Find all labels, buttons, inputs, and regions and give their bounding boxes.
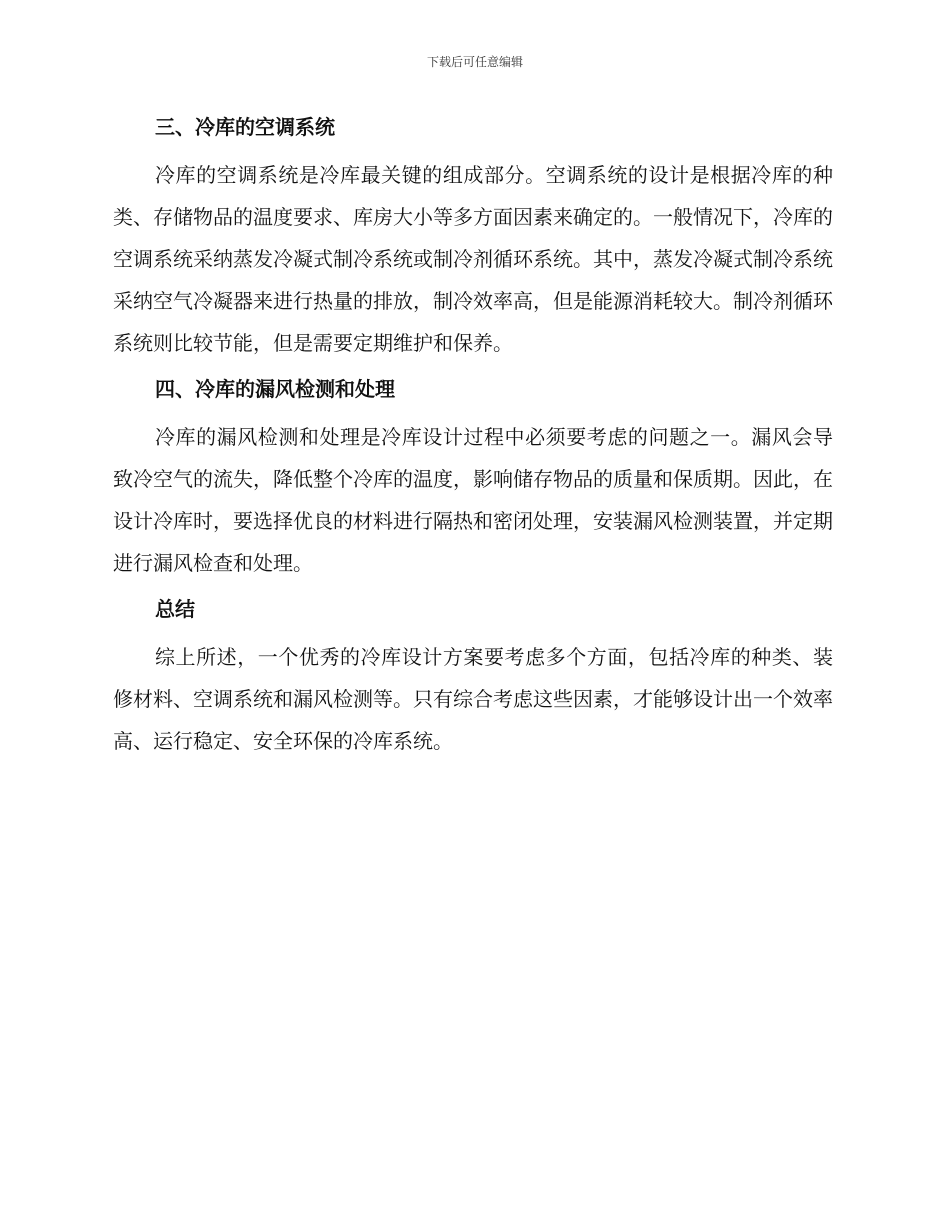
- section-air-leak-detection: [113, 374, 833, 584]
- document-body: [113, 112, 833, 772]
- page-header: 下载后可任意编辑: [426, 55, 523, 69]
- section-paragraph: 冷库的空调系统是冷库最关键的组成部分。空调系统的设计是根据冷库的种类、存储物品的温度要求、库房大小等多方面因素来确定的。一般情况下，冷库的空调系统采纳蒸发冷凝式制冷系统或制冷剂循环系统。其中，蒸发冷凝式制冷系统采纳空气冷凝器来进行热量的排放，制冷效率高，但是能源消耗较大。制冷剂循环系统则比较节能，但是需要定期维护和保养。: [113, 163, 833, 355]
- section-heading: 三、冷库的空调系统: [155, 115, 335, 139]
- section-paragraph: 冷库的漏风检测和处理是冷库设计过程中必须要考虑的问题之一。漏风会导致冷空气的流失，降低整个冷库的温度，影响储存物品的质量和保质期。因此，在设计冷库时，要选择优良的材料进行隔热和密闭处理，安装漏风检测装置，并定期进行漏风检查和处理。: [113, 425, 833, 575]
- section-paragraph: 综上所述，一个优秀的冷库设计方案要考虑多个方面，包括冷库的种类、装修材料、空调系统和漏风检测等。只有综合考虑这些因素，才能够设计出一个效率高、运行稳定、安全环保的冷库系统。: [113, 645, 833, 753]
- section-heading: 四、冷库的漏风检测和处理: [155, 377, 395, 401]
- section-air-conditioning: [113, 112, 833, 364]
- section-heading: 总结: [155, 597, 195, 621]
- section-summary: [113, 594, 833, 762]
